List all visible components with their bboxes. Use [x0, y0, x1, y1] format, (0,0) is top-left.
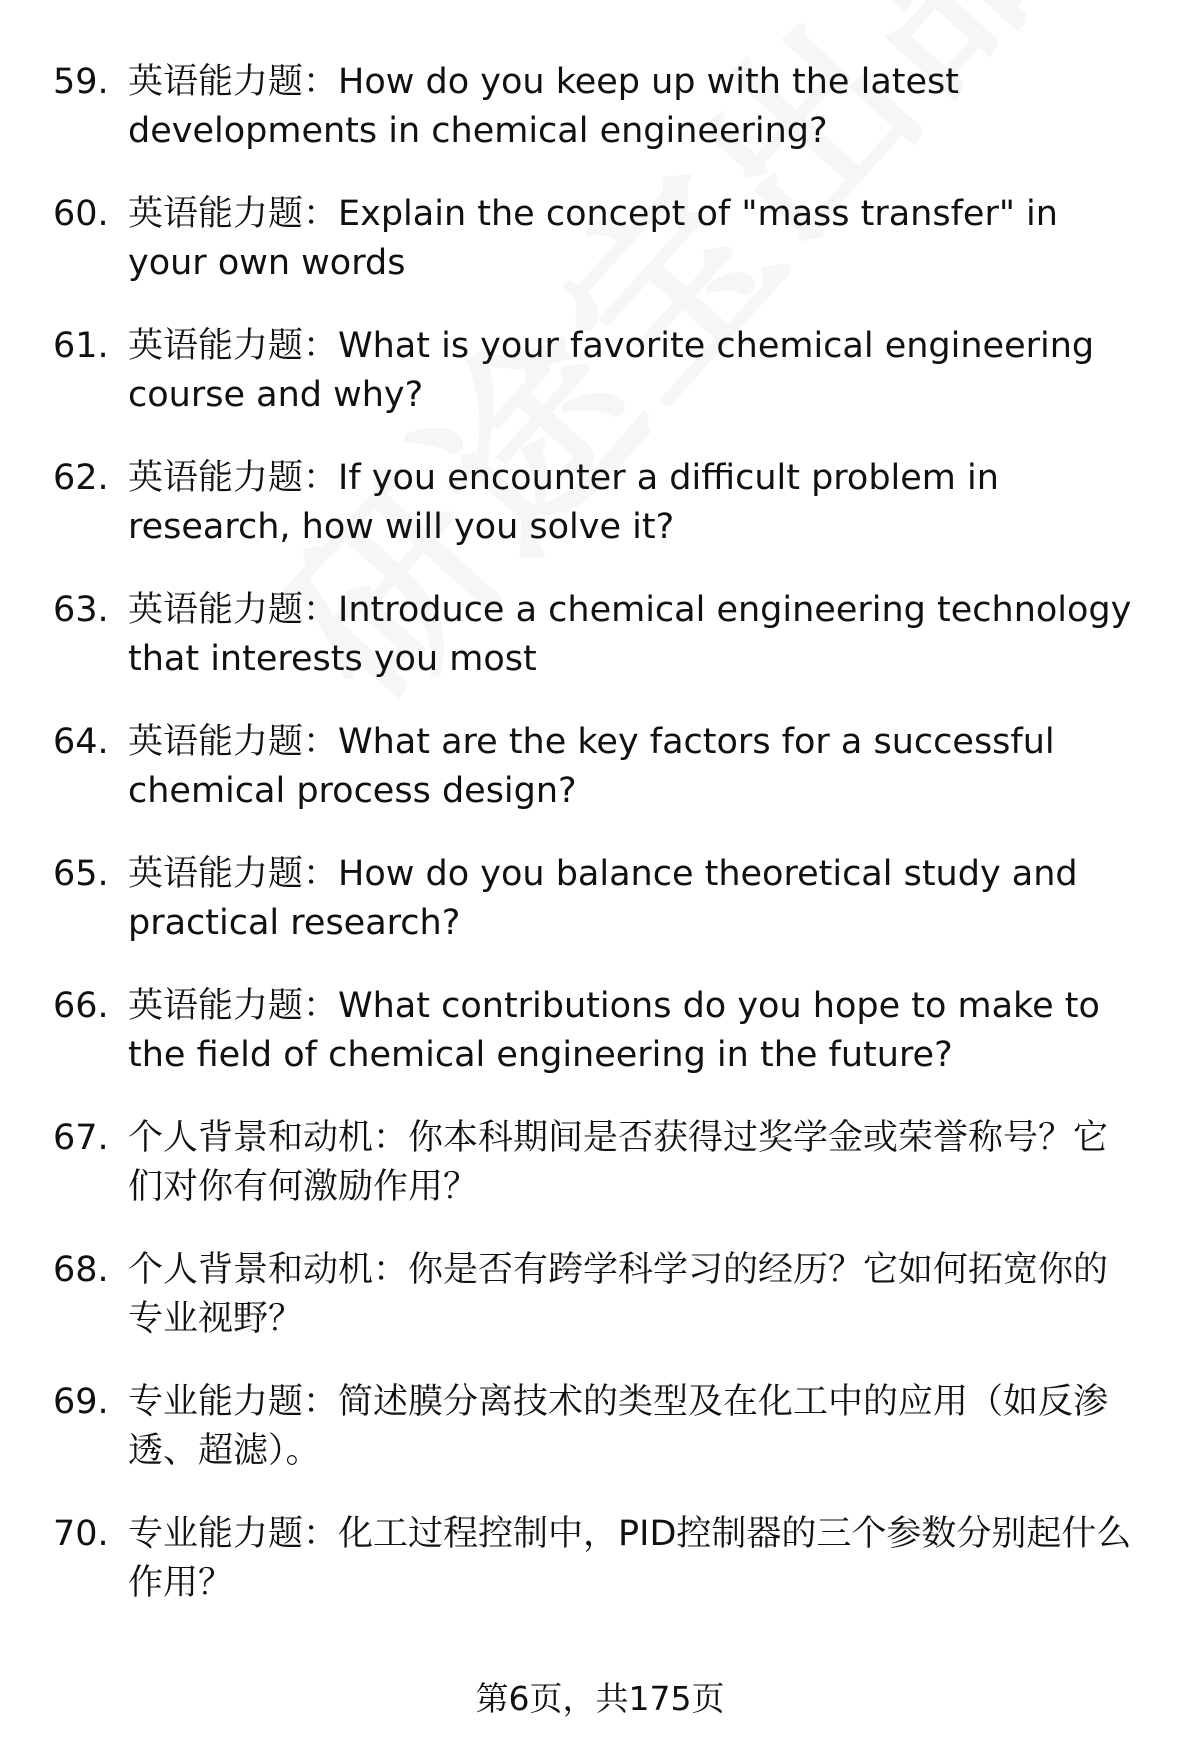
- question-number: 63.: [53, 590, 109, 630]
- question-item-69: [0, 1378, 1200, 1510]
- question-text: If you encounter a difficult problem in research, how will you solve it?: [128, 458, 999, 547]
- question-number: 65.: [53, 854, 109, 894]
- question-number: 61.: [53, 326, 109, 366]
- question-item-62: [0, 454, 1200, 586]
- question-item-63: [0, 586, 1200, 718]
- question-category: 个人背景和动机：: [128, 1118, 409, 1158]
- question-category: 英语能力题：: [128, 986, 339, 1026]
- question-body: [128, 1246, 1138, 1344]
- question-item-66: [0, 982, 1200, 1114]
- question-body: [128, 322, 1138, 420]
- question-number: 60.: [53, 194, 109, 234]
- question-item-59: [0, 58, 1200, 190]
- question-category: 专业能力题：: [128, 1514, 339, 1554]
- question-body: [128, 1114, 1138, 1212]
- question-text: 化工过程控制中，PID控制器的三个参数分别起什么作用？: [128, 1514, 1132, 1603]
- question-item-60: [0, 190, 1200, 322]
- question-category: 英语能力题：: [128, 722, 339, 762]
- question-number: 67.: [53, 1118, 109, 1158]
- question-number: 68.: [53, 1250, 109, 1290]
- question-text: 简述膜分离技术的类型及在化工中的应用（如反渗透、超滤）。: [128, 1382, 1109, 1471]
- question-number: 70.: [53, 1514, 109, 1554]
- question-text: Explain the concept of "mass transfer" in your own words: [128, 194, 1058, 283]
- question-number: 59.: [53, 62, 109, 102]
- question-text: What are the key factors for a successful chemical process design?: [128, 722, 1055, 811]
- question-body: [128, 850, 1138, 948]
- question-category: 专业能力题：: [128, 1382, 339, 1422]
- question-category: 英语能力题：: [128, 326, 339, 366]
- question-body: [128, 1510, 1138, 1608]
- question-text: How do you keep up with the latest developments in chemical engineering?: [128, 62, 959, 151]
- question-body: [128, 982, 1138, 1080]
- question-body: [128, 190, 1138, 288]
- question-category: 英语能力题：: [128, 62, 339, 102]
- question-text: What is your favorite chemical engineering course and why?: [128, 326, 1095, 415]
- question-category: 英语能力题：: [128, 458, 339, 498]
- question-item-61: [0, 322, 1200, 454]
- page-indicator: 第6页，共175页: [475, 1679, 725, 1718]
- question-category: 英语能力题：: [128, 194, 339, 234]
- question-text: 你是否有跨学科学习的经历？它如何拓宽你的专业视野？: [128, 1250, 1109, 1339]
- question-item-64: [0, 718, 1200, 850]
- question-category: 英语能力题：: [128, 854, 339, 894]
- question-number: 66.: [53, 986, 109, 1026]
- question-body: [128, 586, 1138, 684]
- question-category: 英语能力题：: [128, 590, 339, 630]
- question-text: 你本科期间是否获得过奖学金或荣誉称号？它们对你有何激励作用？: [128, 1118, 1109, 1207]
- question-number: 64.: [53, 722, 109, 762]
- question-text: Introduce a chemical engineering technology that interests you most: [128, 590, 1132, 679]
- question-body: [128, 1378, 1138, 1476]
- question-item-70: [0, 1510, 1200, 1642]
- question-list: [0, 58, 1200, 1642]
- question-text: How do you balance theoretical study and practical research?: [128, 854, 1078, 943]
- question-item-68: [0, 1246, 1200, 1378]
- question-item-65: [0, 850, 1200, 982]
- question-text: What contributions do you hope to make to the field of chemical engineering in the future?: [128, 986, 1100, 1075]
- question-category: 个人背景和动机：: [128, 1250, 409, 1290]
- question-number: 62.: [53, 458, 109, 498]
- question-body: [128, 718, 1138, 816]
- question-body: [128, 454, 1138, 552]
- question-body: [128, 58, 1138, 156]
- page-footer: [0, 1678, 1200, 1720]
- question-item-67: [0, 1114, 1200, 1246]
- question-number: 69.: [53, 1382, 109, 1422]
